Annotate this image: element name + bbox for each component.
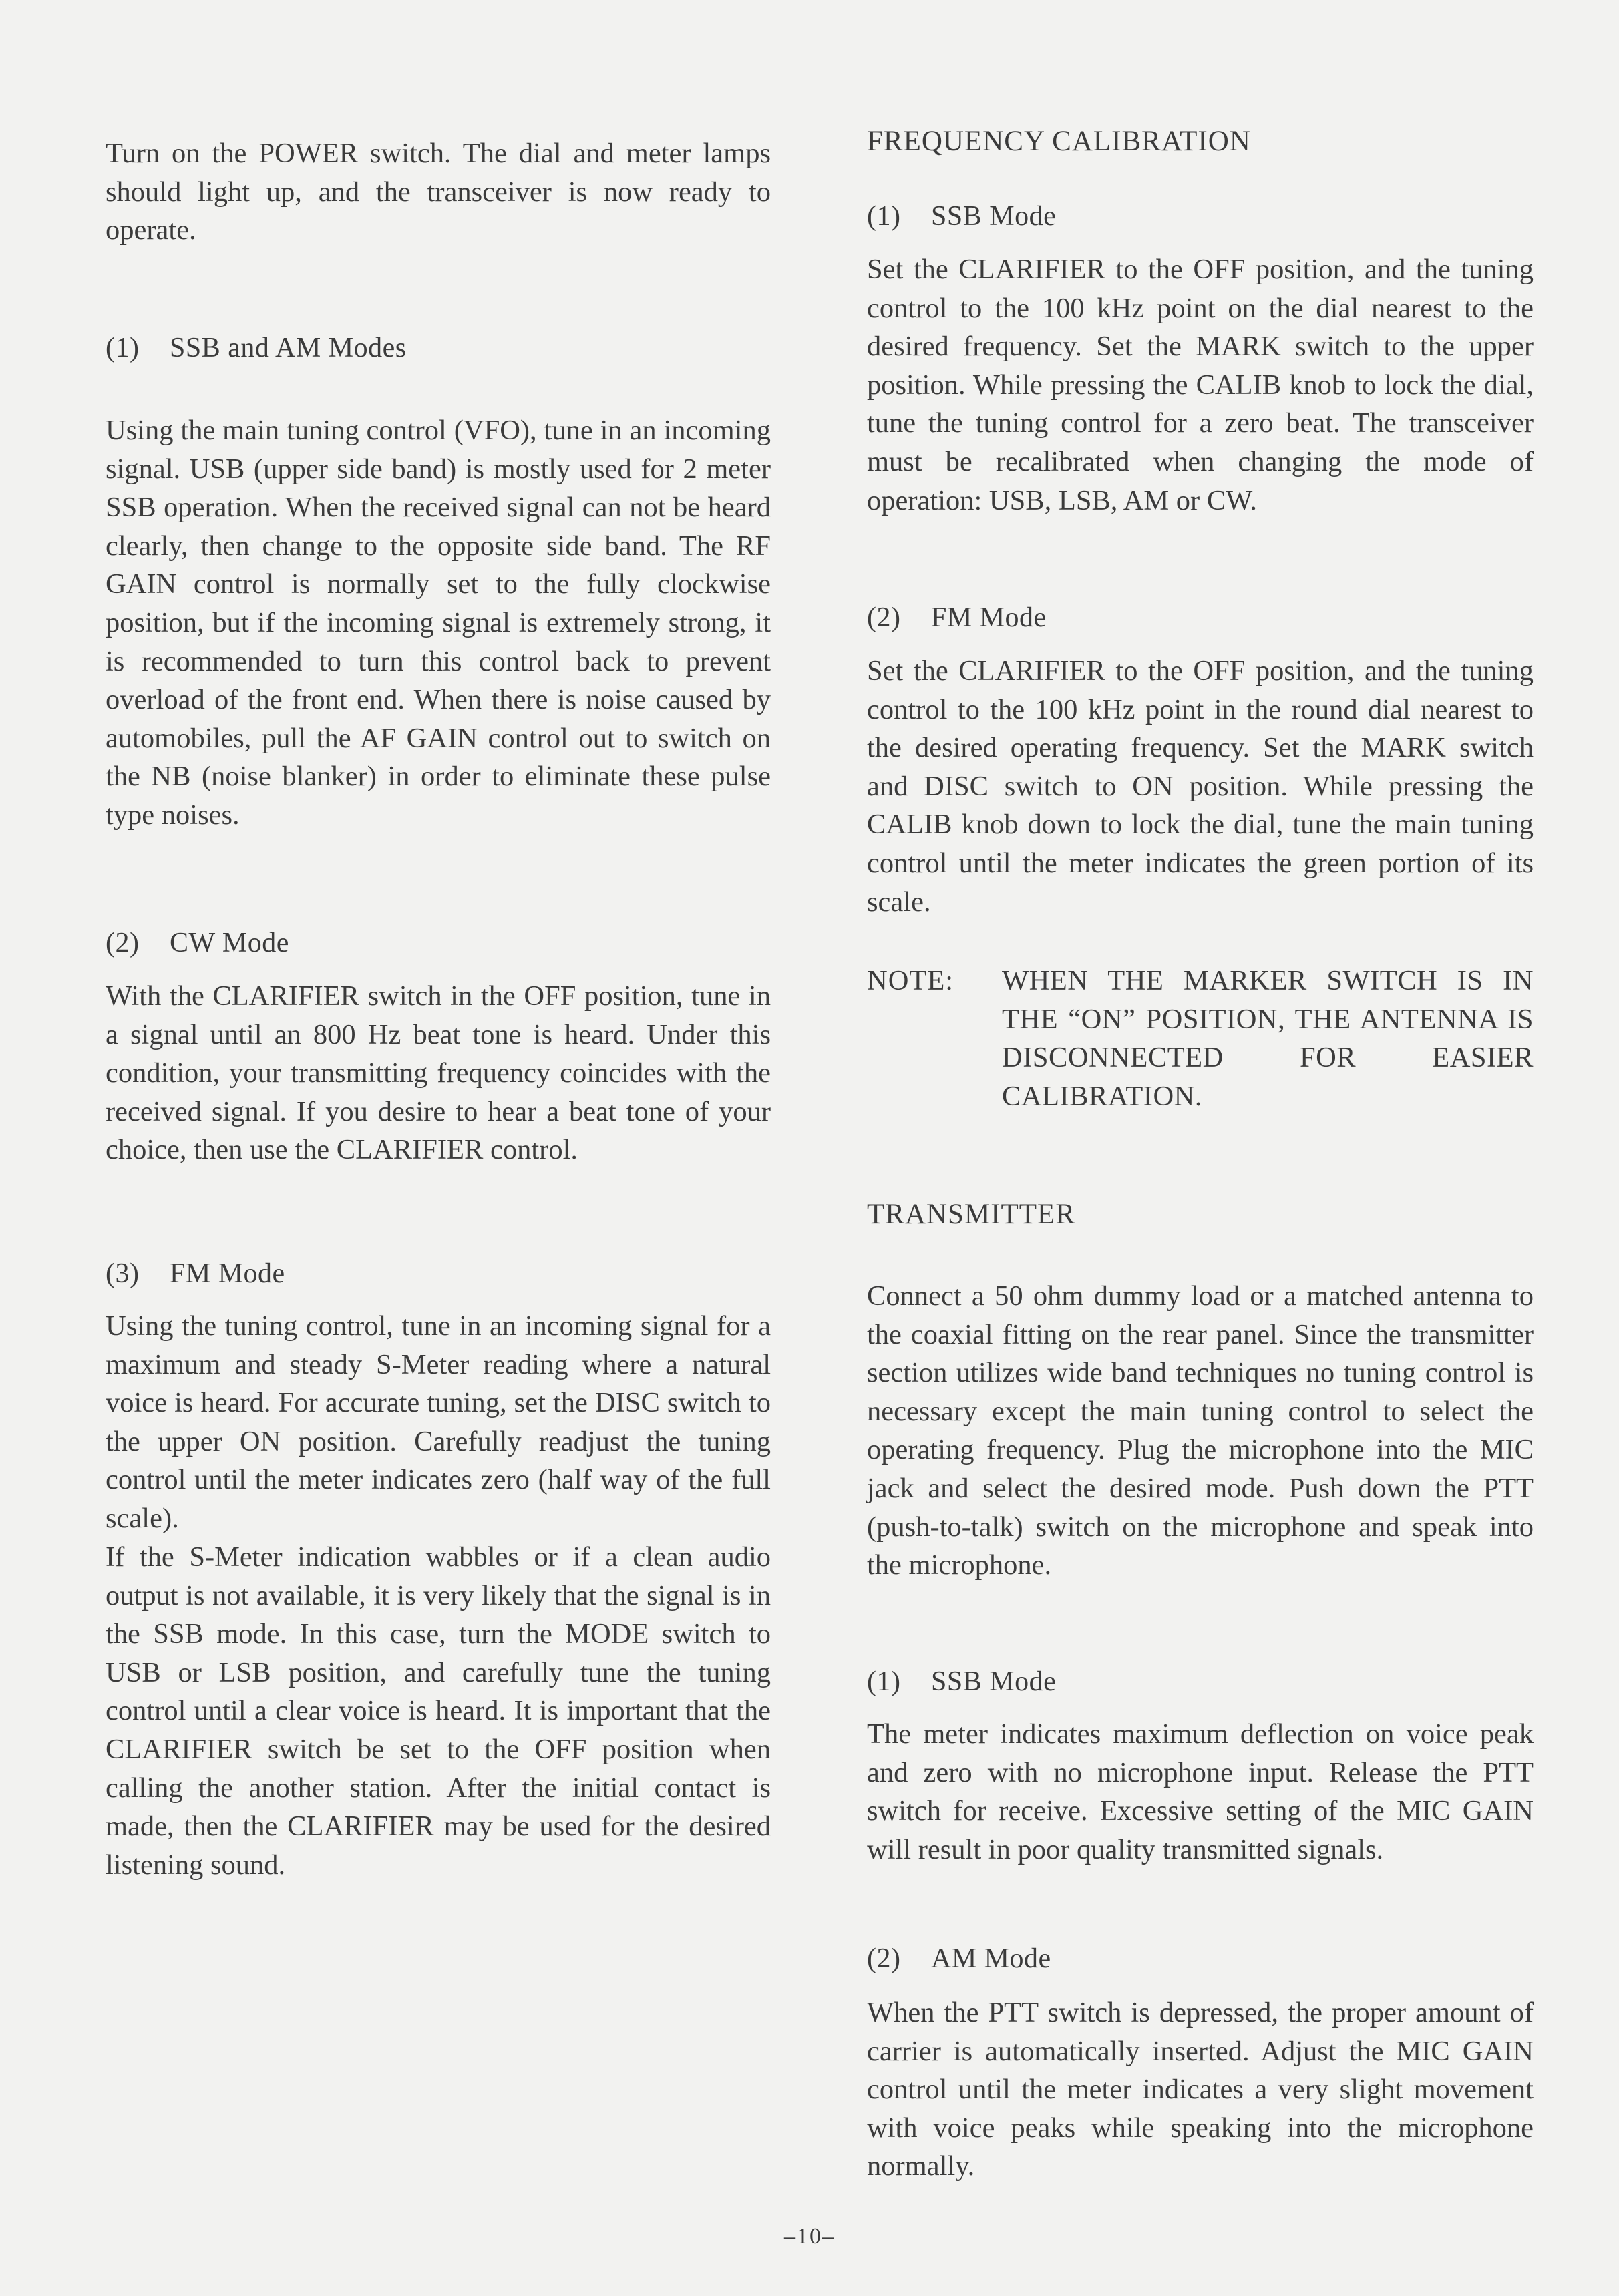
heading-number: (1): [106, 333, 140, 363]
heading-cw-mode: [106, 924, 289, 962]
transmitter-paragraph: Connect a 50 ohm dummy load or a matched antenna to the coaxial fitting on the rear panel. Since the transmitter section utilizes wide band techniques no tuning control is necessary except the main tuning control to select the operating frequency. Plug the microphone into the MIC jack and select the desired mode. Push down the PTT (push-to-talk) switch on the microphone and speak into the microphone.: [867, 1280, 1534, 1581]
tx-am-paragraph: When the PTT switch is depressed, the proper amount of carrier is automatically inserted. Adjust the MIC GAIN control until the meter indicates a very slight movement with voice peaks while speaking into the microphone normally.: [867, 1997, 1534, 2182]
intro-paragraph: Turn on the POWER switch. The dial and meter lamps should light up, and the transceiver is now ready to operate.: [106, 138, 771, 246]
heading-title: SSB Mode: [931, 1666, 1057, 1697]
note-label: NOTE:: [867, 965, 954, 996]
ssb-am-paragraph: Using the main tuning control (VFO), tune in an incoming signal. USB (upper side band) is mostly used for 2 meter SSB operation. When the received signal can not be heard clearly, then change to the opposite side band. The RF GAIN control is normally set to the fully clockwise position, but if the incoming signal is extremely strong, it is recommended to turn this control back to prevent overload of the front end. When there is noise caused by automobiles, pull the AF GAIN control out to switch on the NB (noise blanker) in order to eliminate these pulse type noises.: [106, 415, 771, 831]
heading-number: (3): [106, 1258, 140, 1289]
page-number: –10–: [784, 2224, 835, 2249]
heading-title: SSB and AM Modes: [170, 333, 407, 363]
cw-paragraph: With the CLARIFIER switch in the OFF position, tune in a signal until an 800 Hz beat tone is heard. Under this condition, your transmitting frequency coincides with the received signal. If you desire to hear a beat tone of your choice, then use the CLARIFIER control.: [106, 980, 771, 1166]
heading-title: FM Mode: [931, 602, 1047, 633]
heading-tx-ssb-mode: [867, 1663, 1056, 1701]
fm-paragraph-2: If the S-Meter indication wabbles or if a clean audio output is not available, it is very likely that the signal is in the SSB mode. In this case, turn the MODE switch to USB or LSB position, and carefully tune the tuning control until a clear voice is heard. It is important that the CLARIFIER switch be set to the OFF position when calling the another station. After the initial contact is made, then the CLARIFIER may be used for the desired listening sound.: [106, 1541, 771, 1881]
heading-fm-mode: [106, 1255, 285, 1293]
heading-number: (2): [867, 1943, 901, 1974]
heading-cal-ssb-mode: [867, 198, 1056, 236]
section-title-frequency-calibration: FREQUENCY CALIBRATION: [867, 126, 1251, 157]
cal-fm-paragraph: Set the CLARIFIER to the OFF position, and the tuning control to the 100 kHz point in the round dial nearest to the desired operating frequency. Set the MARK switch and DISC switch to ON position. While pressing the CALIB knob down to lock the dial, tune the main tuning control until the meter indicates the green portion of its scale.: [867, 655, 1534, 918]
heading-number: (2): [867, 602, 901, 633]
heading-title: FM Mode: [170, 1258, 285, 1289]
fm-paragraph-1: Using the tuning control, tune in an incoming signal for a maximum and steady S-Meter reading where a natural voice is heard. For accurate tuning, set the DISC switch to the upper ON position. Carefully readjust the tuning control until the meter indicates zero (half way of the full scale).: [106, 1310, 771, 1534]
heading-number: (1): [867, 1666, 901, 1697]
heading-title: CW Mode: [170, 928, 289, 958]
heading-title: SSB Mode: [931, 201, 1057, 232]
cal-ssb-paragraph: Set the CLARIFIER to the OFF position, and the tuning control to the 100 kHz point on the dial nearest to the desired frequency. Set the MARK switch to the upper position. While pressing the CALIB knob to lock the dial, tune the tuning control for a zero beat. The transceiver must be recalibrated when changing the mode of operation: USB, LSB, AM or CW.: [867, 254, 1534, 516]
note-text: WHEN THE MARKER SWITCH IS IN THE “ON” POSITION, THE ANTENNA IS DISCONNECTED FOR EASIER CALIBRATION.: [1002, 965, 1534, 1112]
heading-number: (2): [106, 928, 140, 958]
heading-tx-am-mode: [867, 1940, 1051, 1978]
heading-cal-fm-mode: [867, 599, 1047, 637]
tx-ssb-paragraph: The meter indicates maximum deflection on voice peak and zero with no microphone input. Release the PTT switch for receive. Excessive setting of the MIC GAIN will result in poor quality transmitted signals.: [867, 1718, 1534, 1865]
section-title-transmitter: TRANSMITTER: [867, 1199, 1075, 1230]
heading-number: (1): [867, 201, 901, 232]
heading-ssb-am-modes: [106, 329, 407, 367]
heading-title: AM Mode: [931, 1943, 1051, 1974]
